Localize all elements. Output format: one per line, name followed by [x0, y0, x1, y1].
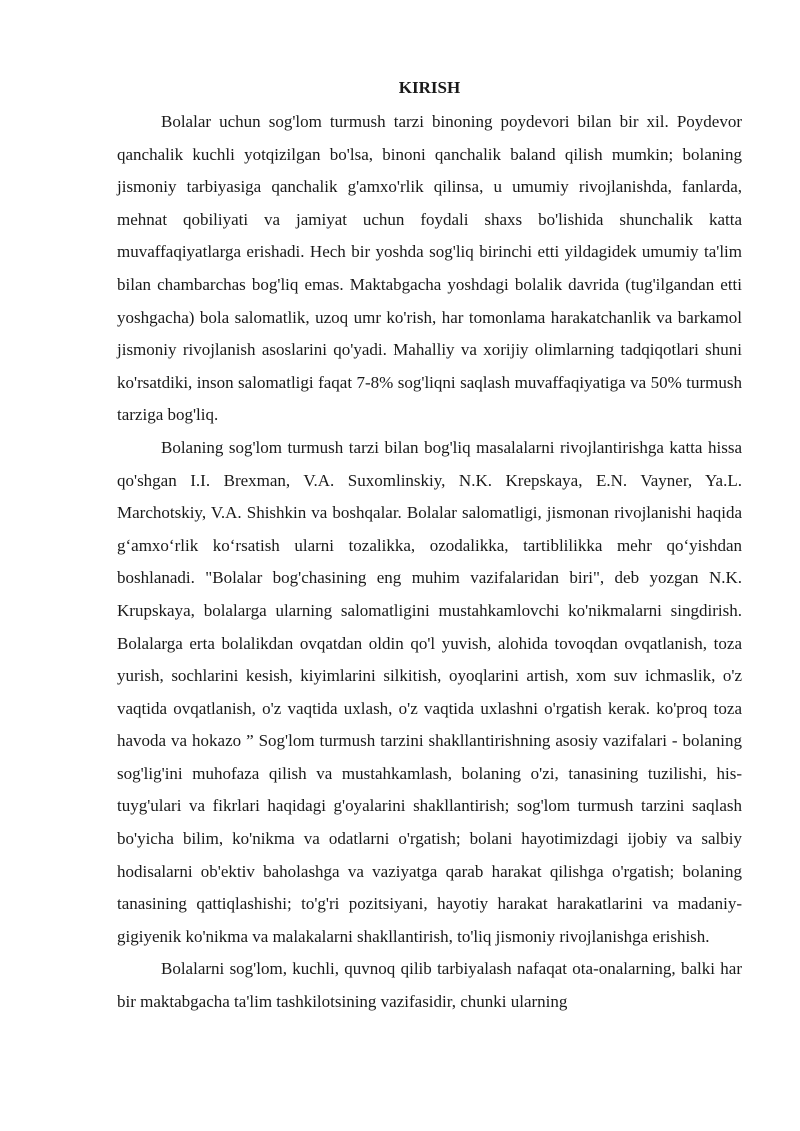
- paragraph-3: Bolalarni sog'lom, kuchli, quvnoq qilib tarbiyalash nafaqat ota-onalarning, balki har bir maktabgacha ta'lim tashkilotsining vazifasidir, chunki ularning: [117, 959, 742, 1012]
- paragraph-1: Bolalar uchun sog'lom turmush tarzi binoning poydevori bilan bir xil. Poydevor qanchalik kuchli yotqizilgan bo'lsa, binoni qanchalik baland qilish mumkin; bolaning jismoniy tarbiyasiga qanchalik g'amxo'rlik qilinsa, u umumiy rivojlanishda, fanlarda, mehnat qobiliyati va jamiyat uchun foydali shaxs bo'lishida shunchalik katta muvaffaqiyatlarga erishadi. Hech bir yoshda sog'liq birinchi etti yildagidek umumiy ta'lim bilan chambarchas bog'liq emas. Maktabgacha yoshdagi bolalik davrida (tug'ilgandan etti yoshgacha) bola salomatlik, uzoq umr ko'rish, har tomonlama harakatchanlik va barkamol jismoniy rivojlanish asoslarini qo'yadi. Mahalliy va xorijiy olimlarning tadqiqotlari shuni ko'rsatdiki, inson salomatligi faqat 7-8% sog'liqni saqlash muvaffaqiyatiga va 50% turmush tarziga bog'liq.: [117, 112, 742, 425]
- page-title: KIRISH: [398, 78, 461, 97]
- paragraph-2: Bolaning sog'lom turmush tarzi bilan bog'liq masalalarni rivojlantirishga katta hissa qo'shgan I.I. Brexman, V.A. Suxomlinskiy, N.K. Krepskaya, E.N. Vayner, Ya.L. Marchotskiy, V.A. Shishkin va boshqalar. Bolalar salomatligi, jismonan rivojlanishi haqida g‘amxo‘rlik ko‘rsatish ularni tozalikka, ozodalikka, tartiblilikka mehr qo‘yishdan boshlanadi. "Bolalar bog'chasining eng muhim vazifalaridan biri", deb yozgan N.K. Krupskaya, bolalarga ularning salomatligini mustahkamlovchi ko'nikmalarni singdirish. Bolalarga erta bolalikdan ovqatdan oldin qo'l yuvish, alohida tovoqdan ovqatlanish, toza yurish, sochlarini kesish, kiyimlarini silkitish, oyoqlarini artish, xom suv ichmaslik, o'z vaqtida ovqatlanish, o'z vaqtida uxlash, o'z vaqtida uxlashni o'rgatish kerak. ko'proq toza havoda va hokazo ” Sog'lom turmush tarzini shakllantirishning asosiy vazifalari - bolaning sog'lig'ini muhofaza qilish va mustahkamlash, bolaning o'zi, tanasining tuzilishi, his-tuyg'ulari va fikrlari haqidagi g'oyalarini shakllantirish; sog'lom turmush tarzini saqlash bo'yicha bilim, ko'nikma va odatlarni o'rgatish; bolani hayotimizdagi ijobiy va salbiy hodisalarni ob'ektiv baholashga va vaziyatga qarab harakat qilishga o'rgatish; bolaning tanasining qattiqlashishi; to'g'ri pozitsiyani, hayotiy harakat harakatlarini va madaniy-gigiyenik ko'nikma va malakalarni shakllantirish, to'liq jismoniy rivojlanishga erishish.: [117, 437, 742, 946]
- document-page: [117, 76, 742, 1019]
